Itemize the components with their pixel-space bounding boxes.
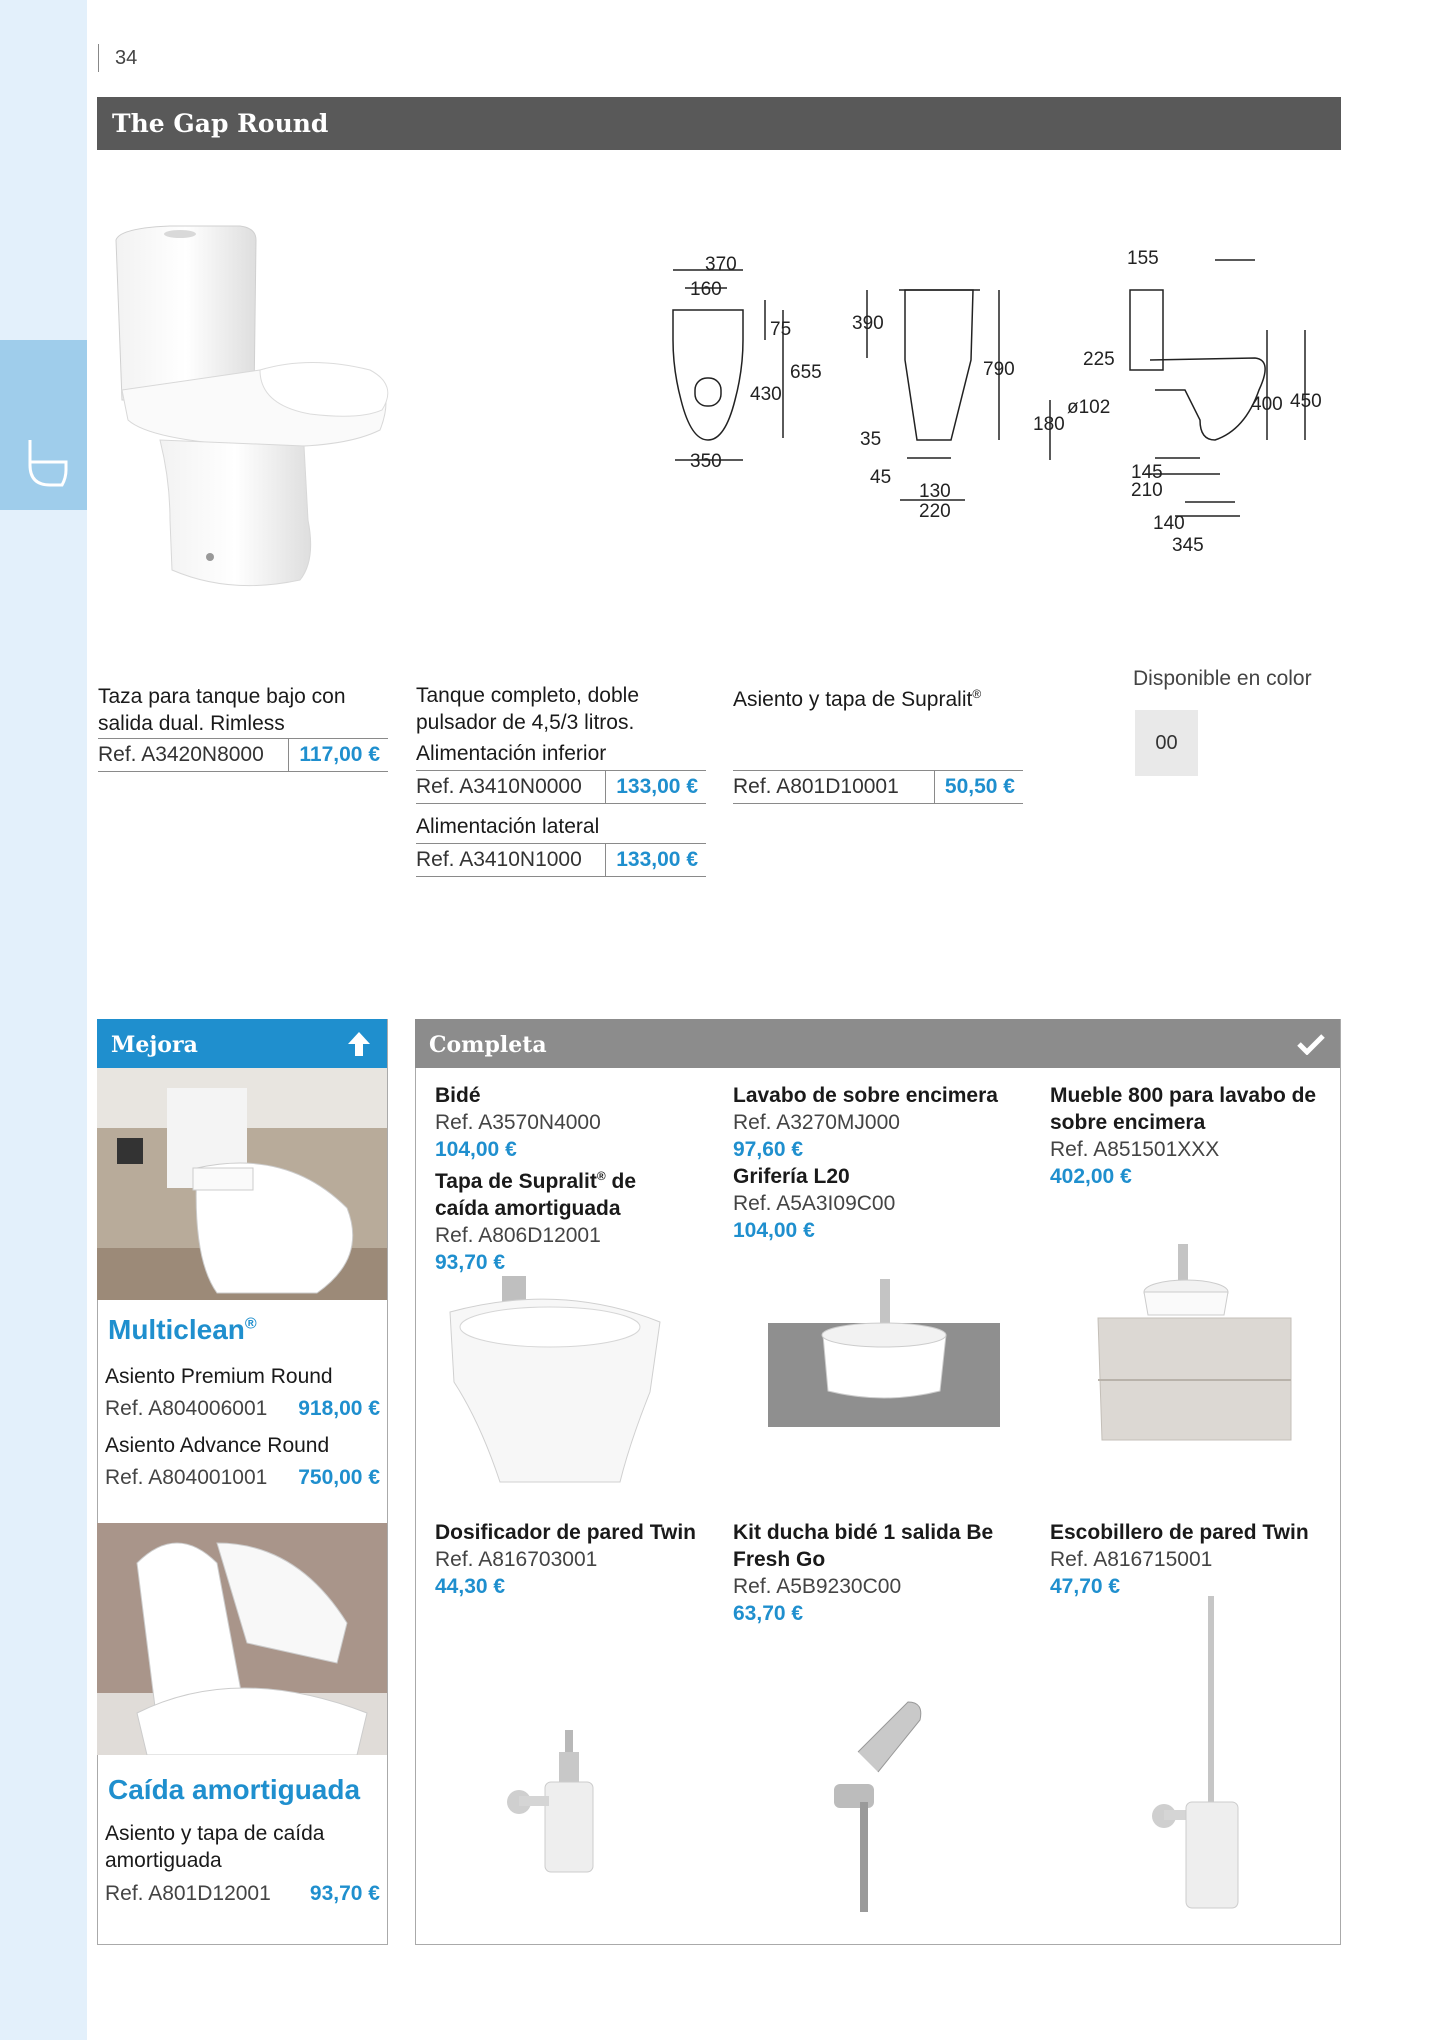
dim-450: 450	[1290, 391, 1322, 412]
tapa-title-2: de	[605, 1170, 636, 1193]
bide-ref: Ref. A3570N4000	[435, 1111, 601, 1134]
taza-ref: Ref. A3420N8000	[98, 743, 264, 766]
dim-45: 45	[870, 467, 892, 488]
dim-145: 145	[1131, 462, 1163, 483]
kit-photo	[828, 1692, 928, 1914]
dim-350: 350	[690, 451, 722, 472]
asiento-reg: ®	[972, 687, 982, 701]
dim-35: 35	[860, 429, 882, 450]
kit-card	[733, 1519, 1013, 1627]
multiclean-ref-line-1	[105, 1397, 380, 1421]
lavabo-ref: Ref. A3270MJ000	[733, 1111, 900, 1134]
escobillero-ref: Ref. A816715001	[1050, 1548, 1213, 1571]
caida-photo	[97, 1523, 387, 1755]
color-swatch-00[interactable]: 00	[1135, 710, 1198, 776]
dim-155: 155	[1127, 248, 1159, 269]
dim-400: 400	[1251, 394, 1283, 415]
dosificador-photo	[505, 1728, 615, 1878]
multiclean-price-1: 918,00 €	[298, 1397, 380, 1420]
multiclean-ref-1: Ref. A804006001	[105, 1397, 268, 1420]
tapa-price: 93,70 €	[435, 1251, 506, 1274]
dosificador-price: 44,30 €	[435, 1575, 506, 1598]
mejora-header	[97, 1019, 387, 1068]
bide-card	[435, 1082, 715, 1276]
multiclean-item-2: Asiento Advance Round	[105, 1434, 330, 1457]
dim-130: 130	[919, 481, 951, 502]
dim-220: 220	[919, 501, 951, 522]
left-sidebar	[0, 0, 87, 2040]
dim-160: 160	[690, 279, 722, 300]
bide-title: Bidé	[435, 1084, 481, 1107]
escobillero-photo	[1150, 1596, 1250, 1916]
tapa-reg: ®	[596, 1169, 606, 1183]
dosificador-card	[435, 1519, 715, 1600]
mueble-ref: Ref. A851501XXX	[1050, 1138, 1220, 1161]
kit-ref: Ref. A5B9230C00	[733, 1575, 902, 1598]
taza-price: 117,00 €	[288, 739, 388, 771]
caida-ref-line	[105, 1882, 380, 1906]
griferia-price: 104,00 €	[733, 1219, 815, 1242]
tanque-price-1: 133,00 €	[605, 771, 706, 803]
bathtub-icon	[0, 340, 87, 510]
lavabo-card	[733, 1082, 1033, 1244]
dosificador-ref: Ref. A816703001	[435, 1548, 598, 1571]
bide-price: 104,00 €	[435, 1138, 517, 1161]
dim-225: 225	[1083, 349, 1115, 370]
mueble-card	[1050, 1082, 1335, 1190]
multiclean-price-2: 750,00 €	[298, 1466, 380, 1489]
asiento-price: 50,50 €	[934, 771, 1023, 803]
dosificador-title: Dosificador de pared Twin	[435, 1521, 696, 1544]
dim-210: 210	[1131, 480, 1163, 501]
multiclean-title-text: Multiclean	[108, 1314, 245, 1345]
escobillero-card	[1050, 1519, 1335, 1600]
lavabo-photo	[768, 1275, 1000, 1431]
asiento-ref: Ref. A801D10001	[733, 775, 899, 798]
dim-102: ø102	[1067, 397, 1111, 418]
section-title-bar	[97, 97, 1341, 150]
dim-430: 430	[750, 384, 782, 405]
color-availability-label: Disponible en color	[1133, 667, 1312, 690]
kit-price: 63,70 €	[733, 1602, 804, 1625]
bide-photo	[440, 1272, 670, 1492]
tanque-ref-1: Ref. A3410N0000	[416, 775, 582, 798]
dim-75: 75	[770, 319, 792, 340]
tanque-ref-line-2	[416, 843, 706, 877]
dim-370: 370	[705, 254, 737, 275]
caida-title: Caída amortiguada	[108, 1774, 361, 1805]
taza-title: Taza para tanque bajo con salida dual. Rimless	[98, 685, 346, 735]
lavabo-title: Lavabo de sobre encimera	[733, 1084, 998, 1107]
page-title: The Gap Round	[112, 109, 329, 138]
dim-790: 790	[983, 359, 1015, 380]
multiclean-ref-line-2	[105, 1466, 380, 1490]
taza-ref-line	[98, 738, 388, 772]
checkmark-icon	[1297, 1033, 1325, 1055]
tanque-sub-inferior: Alimentación inferior	[416, 742, 607, 765]
technical-drawing	[655, 240, 1355, 560]
dim-655: 655	[790, 362, 822, 383]
escobillero-price: 47,70 €	[1050, 1575, 1121, 1598]
griferia-title: Grifería L20	[733, 1165, 850, 1188]
caida-ref: Ref. A801D12001	[105, 1882, 271, 1905]
tanque-sub-lateral: Alimentación lateral	[416, 815, 600, 838]
caida-price: 93,70 €	[309, 1882, 380, 1905]
dim-180: 180	[1033, 414, 1065, 435]
asiento-title	[733, 681, 1033, 713]
asiento-title-text: Asiento y tapa de Supralit	[733, 688, 973, 711]
tanque-ref-2: Ref. A3410N1000	[416, 848, 582, 871]
dim-140: 140	[1153, 513, 1185, 534]
dim-390: 390	[852, 313, 884, 334]
toilet-photo	[110, 220, 400, 600]
tapa-title-1: Tapa de Supralit	[435, 1170, 597, 1193]
arrow-up-icon	[346, 1030, 372, 1058]
escobillero-title: Escobillero de pared Twin	[1050, 1521, 1309, 1544]
kit-title: Kit ducha bidé 1 salida Be Fresh Go	[733, 1521, 994, 1571]
multiclean-item-1: Asiento Premium Round	[105, 1365, 333, 1388]
caida-item: Asiento y tapa de caída amortiguada	[105, 1822, 325, 1872]
dim-345: 345	[1172, 535, 1204, 556]
mejora-header-label: Mejora	[111, 1032, 198, 1058]
page-number: 34	[98, 44, 137, 72]
lavabo-price: 97,60 €	[733, 1138, 804, 1161]
tanque-title: Tanque completo, doble pulsador de 4,5/3 litros.	[416, 684, 639, 734]
mueble-title: Mueble 800 para lavabo de sobre encimera	[1050, 1084, 1317, 1134]
mueble-photo	[1096, 1240, 1296, 1450]
multiclean-reg: ®	[244, 1315, 257, 1333]
tapa-ref: Ref. A806D12001	[435, 1224, 601, 1247]
tanque-ref-line-1	[416, 770, 706, 804]
bathroom-section-tab[interactable]	[0, 340, 87, 510]
multiclean-ref-2: Ref. A804001001	[105, 1466, 268, 1489]
asiento-ref-line	[733, 770, 1023, 804]
completa-header-label: Completa	[429, 1032, 547, 1058]
griferia-ref: Ref. A5A3I09C00	[733, 1192, 896, 1215]
tanque-price-2: 133,00 €	[605, 844, 706, 876]
mueble-price: 402,00 €	[1050, 1165, 1132, 1188]
multiclean-title	[108, 1314, 257, 1346]
completa-header	[415, 1019, 1340, 1068]
tapa-title	[435, 1163, 715, 1195]
tapa-title-3: caída amortiguada	[435, 1197, 621, 1220]
multiclean-photo	[97, 1068, 387, 1300]
